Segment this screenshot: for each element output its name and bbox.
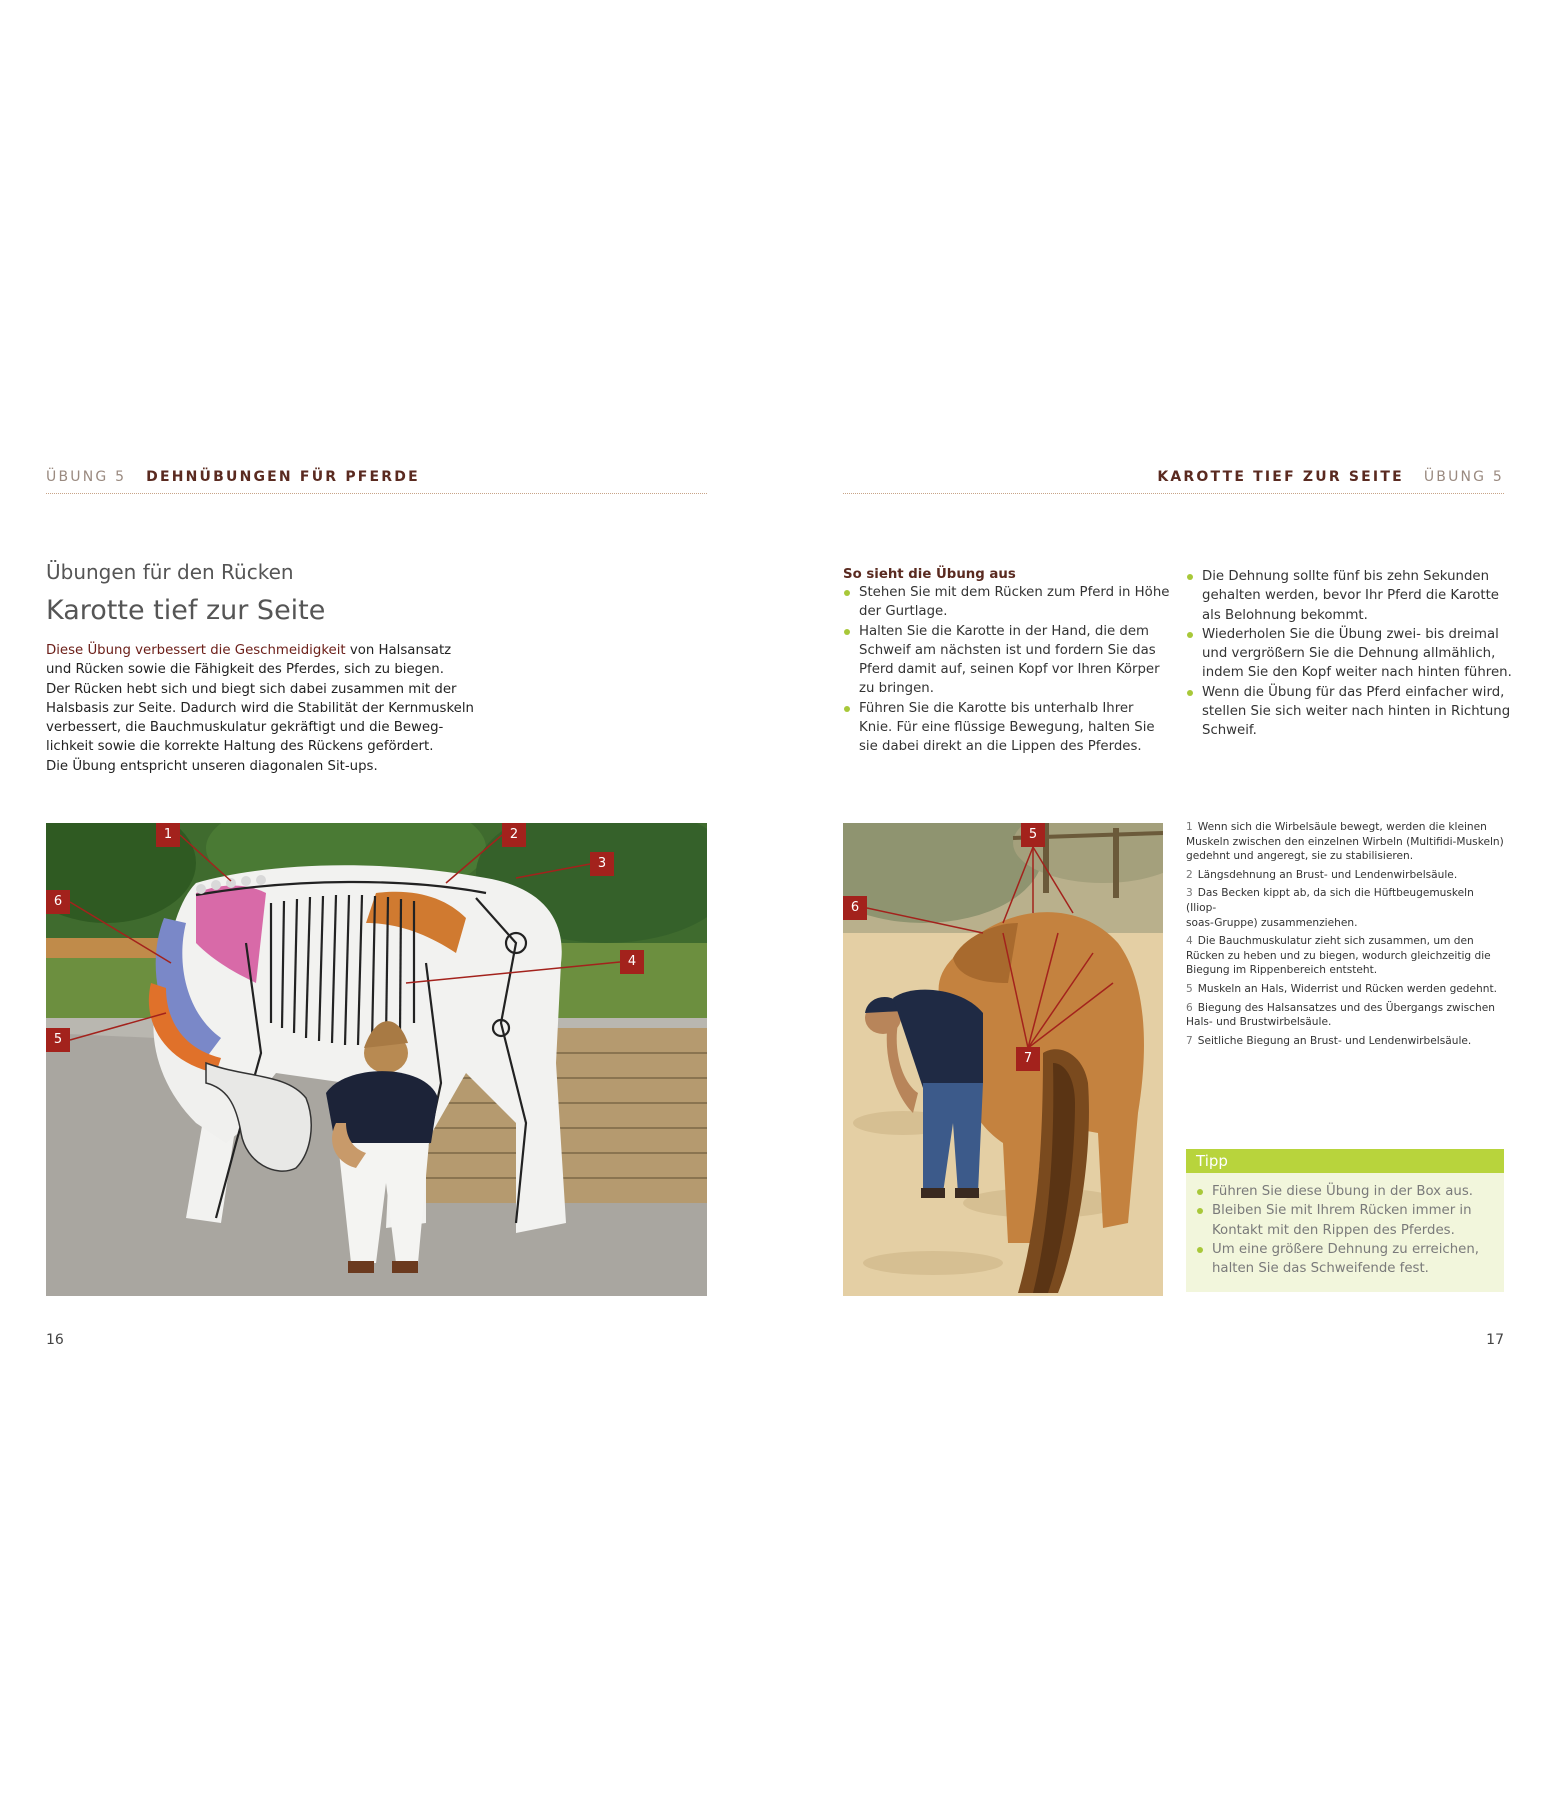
subheading: Übungen für den Rücken (46, 560, 294, 584)
header-rule-left (46, 493, 707, 494)
intro-paragraph: Diese Übung verbessert die Geschmeidigkeit von Halsansatz und Rücken sowie die Fähigkeit des Pferdes, sich zu biegen. Der Rücken hebt sich und biegt sich dabei zusammen mit der Halsbasis zur Seite. Dadurch wird die Stabilität der Kernmuskeln verbessert, die Bauchmuskulatur gekräftigt und die Beweg- lichkeit sowie die korrekte Haltung des Rückens gefördert. Die Übung entspricht unseren diagonalen Sit-ups. (46, 643, 474, 774)
list-item: Führen Sie diese Übung in der Box aus. (1196, 1182, 1494, 1201)
caption-item: 5 Muskeln an Hals, Widerrist und Rücken werden gedehnt. (1186, 982, 1497, 995)
intro-highlight: Diese Übung verbessert die Geschmeidigkeit (46, 643, 346, 658)
caption-list (1186, 820, 1506, 1048)
list-item: Die Dehnung sollte fünf bis zehn Sekunden gehalten werden, bevor Ihr Pferd die Karotte als Belohnung bekommt. (1186, 567, 1516, 625)
caption-item: 7 Seitliche Biegung an Brust- und Lendenwirbelsäule. (1186, 1034, 1472, 1047)
tip-box (1186, 1173, 1504, 1292)
caption-item: 1 Wenn sich die Wirbelsäule bewegt, werden die kleinen Muskeln zwischen den einzelnen Wirbeln (Multifidi-Muskeln) gedehnt und angeregt, sie zu stabilisieren. (1186, 821, 1504, 863)
tip-box-title: Tipp (1186, 1149, 1504, 1173)
running-head-chapter: ÜBUNG 5 (1423, 469, 1504, 485)
list-item: Wiederholen Sie die Übung zwei- bis dreimal und vergrößern Sie die Dehnung allmählich, indem Sie den Kopf weiter nach hinten führen. (1186, 625, 1516, 683)
instructions-column-2 (1186, 567, 1516, 741)
photo-marker-6: 6 (843, 896, 867, 920)
photo-marker-7: 7 (1016, 1047, 1040, 1071)
caption-item: 6 Biegung des Halsansatzes und des Übergangs zwischen Hals- und Brustwirbelsäule. (1186, 1001, 1495, 1029)
instructions-list-1 (843, 583, 1173, 757)
list-item: Halten Sie die Karotte in der Hand, die dem Schweif am nächsten ist und fordern Sie das Pferd damit auf, seinen Kopf vor Ihren Körper zu bringen. (843, 622, 1173, 699)
page-number-right: 17 (1486, 1332, 1504, 1348)
photo-marker-lines (46, 823, 707, 1296)
photo-marker-3: 3 (590, 852, 614, 876)
photo-marker-6: 6 (46, 890, 70, 914)
running-head-section: KAROTTE TIEF ZUR SEITE (1157, 469, 1404, 485)
caption-item: 4 Die Bauchmuskulatur zieht sich zusammen, um den Rücken zu heben und zu biegen, wodurch gleichzeitig die Biegung im Rippenbereich entsteht. (1186, 935, 1491, 977)
photo-white-horse-skeleton (46, 823, 707, 1296)
caption-item: 3 Das Becken kippt ab, da sich die Hüftbeugemuskeln (Iliop- soas-Gruppe) zusammenziehen. (1186, 887, 1474, 929)
list-item: Bleiben Sie mit Ihrem Rücken immer in Kontakt mit den Rippen des Pferdes. (1196, 1201, 1494, 1240)
instructions-title: So sieht die Übung aus (843, 567, 1016, 582)
photo-marker-5: 5 (46, 1028, 70, 1052)
list-item: Führen Sie die Karotte bis unterhalb Ihrer Knie. Für eine flüssige Bewegung, halten Sie sie dabei direkt an die Lippen des Pferdes. (843, 699, 1173, 757)
list-item: Wenn die Übung für das Pferd einfacher wird, stellen Sie sich weiter nach hinten in Richtung Schweif. (1186, 683, 1516, 741)
tip-list (1196, 1182, 1494, 1278)
running-head-right (1157, 469, 1504, 485)
figure-captions (1186, 820, 1506, 1052)
page-title: Karotte tief zur Seite (46, 595, 326, 626)
instructions-column-1 (843, 567, 1173, 757)
list-item: Um eine größere Dehnung zu erreichen, halten Sie das Schweifende fest. (1196, 1240, 1494, 1279)
photo-chestnut-horse (843, 823, 1163, 1296)
header-rule-right (843, 493, 1504, 494)
list-item: Stehen Sie mit dem Rücken zum Pferd in Höhe der Gurtlage. (843, 583, 1173, 622)
running-head-left (46, 469, 420, 485)
photo-marker-1: 1 (156, 823, 180, 847)
running-head-section: DEHNÜBUNGEN FÜR PFERDE (146, 469, 420, 485)
photo-marker-4: 4 (620, 950, 644, 974)
caption-item: 2 Längsdehnung an Brust- und Lendenwirbelsäule. (1186, 868, 1458, 881)
photo-marker-2: 2 (502, 823, 526, 847)
instructions-list-2 (1186, 567, 1516, 741)
running-head-chapter: ÜBUNG 5 (46, 469, 127, 485)
photo-marker-5: 5 (1021, 823, 1045, 847)
photo-chestnut-horse-illustration (843, 823, 1163, 1296)
page-number-left: 16 (46, 1332, 64, 1348)
